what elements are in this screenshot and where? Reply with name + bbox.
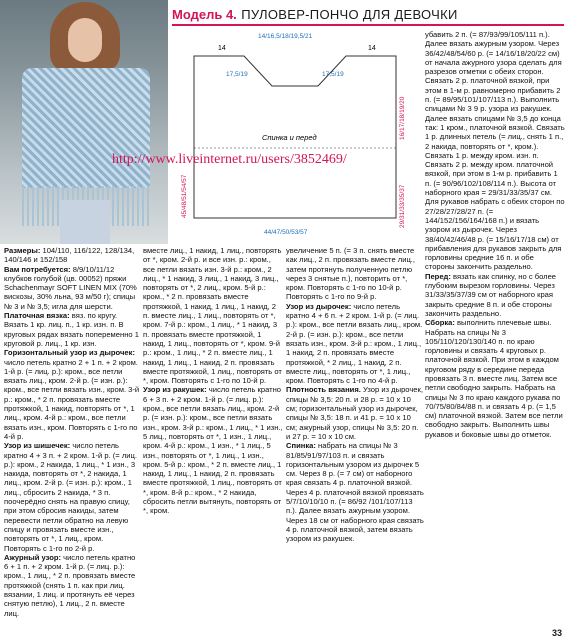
page-title: ПУЛОВЕР-ПОНЧО ДЛЯ ДЕВОЧКИ <box>241 7 458 22</box>
paragraph <box>4 265 140 311</box>
paragraph-text: число петель кратно 2 + 1 п. + 2 кром. 1-й р. (= лиц. р.): кром., все петли вязать лиц., кром. 2-й р. (= изн. р.): кром., все петли вязать изн., кром. 3-й р.: кром., * 2 п. провязать вместе протяжкой, 1 накид, повторять от *, 1 лиц., кром. 4-й р.: кром., все петли вязать изн., кром. Повторять с 1-го по 4-й р. <box>4 357 140 441</box>
paragraph <box>4 553 140 618</box>
paragraph-text: число петель кратно 4 + 3 п. + 2 кром. 1-й р. (= лиц. р.): кром., 2 накида, 1 лиц., * 1 изн., 3 накида, повторять от *, 2 накида, 1 лиц., кром. 2-й р. (= изн. р.): кром., 1 лиц., сбросить 2 накида, * 3 п. поочерёдно снять на правую спицу, при этом сбросив накиды, затем перевести петли обратно на левую спицу и провязать вместе изн., повторять от *, 1 лиц., кром. Повторять с 1-го по 2-й р. <box>4 441 137 553</box>
paragraph <box>425 30 565 272</box>
paragraph-text: число петель кратно 4 + 6 п. + 2 кром. 1-й р. (= лиц. р.): кром., все петли вязать лиц., кром. 2-й р. (= изн. р.): кром., все петли вязать изн., кром. 3-й р.: кром., 1 лиц., 1 накид, 2 п. провязать вместе протяжкой, * 2 лиц., 1 накид, 2 п. вместе лиц., повторять от *, 1 лиц., кром. Повторять с 1-го по 4-й р. <box>286 301 423 386</box>
dim-neck-width: 14/16,5/18/19,5/21 <box>258 33 313 40</box>
text-column-3 <box>286 246 424 544</box>
paragraph-text: 8/9/10/11/12 клубков голубой (цв. 00052) пряжи Schachenmayr SOFT LINEN MIX (70% вискозы, 30% льна, 93 м/50 г); спицы № 3 и № 3,5; игла для шерсти. <box>4 264 137 311</box>
paragraph-heading: Перед: <box>425 271 451 281</box>
paragraph-text: набрать на спицы № 3 81/85/91/97/103 п. и связать горизонтальным узором из дырочек 5 см. Через 8 р. (= 7 см) от наборного края связать 4 р. платочной вязкой. Через 4 р. платочной вязкой провязать 5/7/10/10/10 п. (= 86/92 /101/107/113 п.). Далее вязать ажурным узором. Через 18 см от наборного края связать 4 р. платочной вязкой, затем вязать узором из ракушек. <box>286 441 424 544</box>
paragraph-heading: Плотность вязания. <box>286 385 361 395</box>
pattern-diagram <box>172 28 418 244</box>
paragraph-heading: Узор из шишечек: <box>4 441 71 451</box>
girl-legs <box>60 200 110 244</box>
cover-photo <box>0 0 168 244</box>
paragraph <box>4 246 140 265</box>
dim-neck-right: 17,5/19 <box>322 71 344 78</box>
dim-top-right: 14 <box>368 45 376 52</box>
dim-right-lower: 29/31/33/35/37 <box>399 184 406 228</box>
model-number: Модель 4. <box>172 7 237 22</box>
paragraph-text: увеличение 5 п. (= 3 п. снять вместе как лиц., 2 п. провязать вместе лиц., затем протянуть полученную петлю через 3 снятые п.), повторить от *, кром. Повторять с 1-го по 10-й р. Повторять с 1-го по 9-й р. <box>286 246 416 302</box>
page-header <box>172 6 564 26</box>
dim-top-left: 14 <box>218 45 226 52</box>
paragraph-heading: Размеры: <box>4 246 41 255</box>
dim-right-height: 16/17/18/19/20 <box>399 96 406 140</box>
paragraph-heading: Сборка: <box>425 318 455 328</box>
text-column-2 <box>143 246 283 516</box>
paragraph <box>4 348 140 441</box>
dim-neck-left: 17,5/19 <box>226 71 248 78</box>
paragraph-text: вяз. по кругу. Вязать 1 кр. лиц. п., 1 кр. изн. п. В круговых рядах вязать попеременно 1 круговой р. лиц., 1 кр. изн. <box>4 311 139 348</box>
paragraph-heading: Платочная вязка: <box>4 311 70 321</box>
paragraph <box>286 441 424 543</box>
paragraph <box>286 246 424 302</box>
text-column-4 <box>425 30 565 439</box>
diagram-label: Спинка и перед <box>262 133 317 142</box>
paragraph <box>143 385 283 515</box>
paragraph <box>286 302 424 386</box>
girl-face <box>68 18 102 62</box>
paragraph-text: вязать как спинку, но с более глубоким вырезом горловины. Через 31/33/35/37/39 см от наборного края закрыть средние 8 п. и обе стороны закончить раздельно. <box>425 271 557 318</box>
paragraph-text: выполнить плечевые швы. Набрать на спицы № 3 105/110/120/130/140 п. по краю горловины и связать 4 круговых р. платочной вязкой. При этом в каждом круговом ряду в середине переда провязать 3 п. вместе лиц. Затем все петли свободно закрыть. Набрать на спицы № 3 по краю каждого рукава по 70/75/80/84/88 п. и связать 4 р. (= 1,5 см) платочной вязкой. Затем все петли свободно закрыть. Выполнить швы рукавов и боковые швы до отметок. <box>425 318 563 439</box>
paragraph-heading: Спинка: <box>286 441 316 451</box>
paragraph <box>425 318 565 439</box>
dim-left-height: 45/48/51/54/57 <box>181 174 188 218</box>
paragraph-text: 104/110, 116/122, 128/134, 140/146 и 152/158 <box>4 246 135 265</box>
page-number: 33 <box>551 628 562 638</box>
paragraph <box>425 272 565 318</box>
paragraph-text: число петель кратно 6 + 1 п. + 2 кром. 1-й р. (= лиц. р.): кром., 1 лиц., * 2 п. провязать вместе протяжкой (снять 1 п. как при лиц. вязании, 1 лиц. и протянуть её через снятую петлю), 1 лиц., 2 п. вместе лиц. <box>4 552 136 618</box>
paragraph <box>4 311 140 348</box>
poncho-garment <box>22 68 150 188</box>
paragraph-text: Узор из дырочек, спицы № 3,5: 20 п. и 28 р. = 10 х 10 см; горизонтальный узор из дырочек, спицы № 3,5: 18 п. и 41 р. = 10 х 10 см; ажурный узор, спицы № 3,5: 20 п. и 27 р. = 10 х 10 см. <box>286 385 423 441</box>
dim-bottom: 44/47/50/53/57 <box>264 229 308 236</box>
paragraph-heading: Ажурный узор: <box>4 552 61 562</box>
text-column-1 <box>4 246 140 618</box>
paragraph <box>286 385 424 441</box>
paragraph-heading: Узор из дырочек: <box>286 301 352 311</box>
paragraph-heading: Горизонтальный узор из дырочек: <box>4 348 135 358</box>
paragraph-text: вместе лиц., 1 накид, 1 лиц., повторять от *, кром. 2-й р. и все изн. р.: кром., все петли вязать изн. 3-й р.: кром., 2 лиц., * 1 накид, 3 лиц., 1 накид, 3 лиц., повторять от *, 2 лиц., кром. 5-й р.: кром., * 2 п. провязать вместе протяжкой, 1 накид, 1 лиц., 1 накид, 2 п. вместе лиц., 1 лиц., повторять от *, кром. 7-й р.: кром., 1 лиц., * 1 накид, 3 п. провязать вместе протяжкой, 1 накид, 1 лиц., повторять от *, кром. 9-й р.: кром., 1 лиц., * 2 п. вместе лиц., 1 накид, 1 лиц., 1 накид, 2 п. провязать вместе протяжкой, 1 лиц., повторять от *, кром. Повторять с 1-го по 10-й р. <box>143 246 282 386</box>
paragraph <box>143 246 283 385</box>
paragraph-text: число петель кратно 6 + 3 п. + 2 кром. 1-й р. (= лиц. р.): кром., все петли вязать лиц., кром. 2-й р. (= изн. р.): кром., все петли вязать изн., кром. 3-й р.: кром., 1 лиц., * 1 изн., 5 лиц., повторять от *, 1 изн., 1 лиц., кром. 4-й р.: кром., 1 изн., * 1 лиц., 5 изн., повторять от *, 1 лиц., 1 изн., кром. 5-й р.: кром., * 2 п. вместе лиц., 1 накид, 1 лиц., 1 накид, 2 п. провязать вместе протяжкой, 1 лиц., повторять от *, кром. 8-й р.: кром., * 2 накида, сбросить петли вытянуть, повторять от *, кром. <box>143 385 283 516</box>
paragraph <box>4 441 140 553</box>
paragraph-text: убавить 2 п. (= 87/93/99/105/111 п.). Далее вязать ажурным узором. Через 36/42/48/54/60 р. (= 14/16/18/20/22 см) от начала ажурного узора сделать для разрезов отметки с обеих сторон. Связать 2 р. платочной вязкой, при этом в 1-м р. равномерно прибавить 2 п. (= 89/95/101/107/113 п.). Выполнить спицами № 3 9 р. узора из ракушек. Далее вязать спицами № 3,5 до конца так: 1 кром., платочной вязкой. Связать 1 р. длинных петель (= лиц., снять 1 п., 2 накида, повторять от *, кром.). Связать 1 р. между кром. изн. п. Связать 2 р. между кром. платочной вязкой, при этом в 1-м р. прибавить 1 п. (= 90/96/102/108/114 п.). Высота от наборного края = 29/31/33/35/37 см. Для рукавов набрать с обеих сторон по 27/28/27/28/27 п. (= 144/152/156/164/168 п.) и вязать узором из дырочек. Через 38/40/42/46/48 р. (= 15/16/17/18 см) от прибавления для рукавов закрыть для горловины средние 16 п. и обе стороны закончить раздельно. <box>425 30 565 272</box>
paragraph-heading: Вам потребуется: <box>4 264 71 274</box>
paragraph-heading: Узор из ракушек: <box>143 385 207 395</box>
watermark-url: http://www.liveinternet.ru/users/3852469/ <box>112 152 347 167</box>
